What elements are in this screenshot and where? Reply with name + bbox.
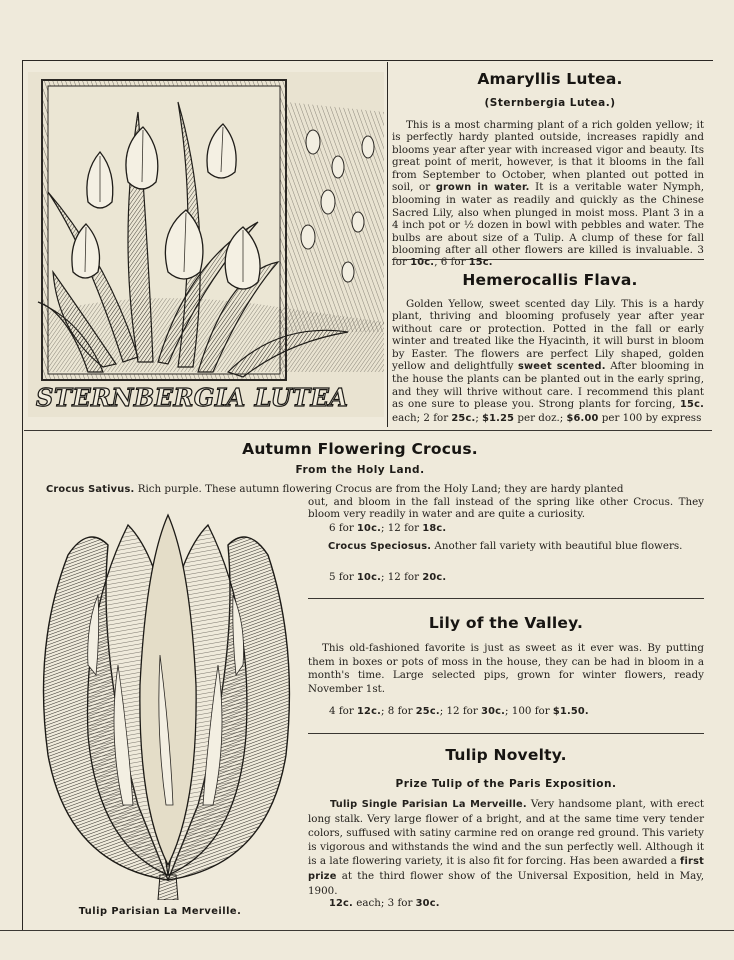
hemerocallis-price-4: $6.00 xyxy=(566,412,599,424)
crocus-sativus-continued: out, and bloom in the fall instead of the spring like other Crocus. They bloom very readily in water and are quite a curiosity. xyxy=(308,496,704,521)
tulip-price-mid: each; 3 for xyxy=(352,897,416,909)
lily-price-t3: ; 100 for xyxy=(505,705,553,717)
hemerocallis-description xyxy=(392,298,704,425)
tulip-subtitle: Prize Tulip of the Paris Exposition. xyxy=(395,778,617,790)
lily-price-t2: ; 12 for xyxy=(439,705,482,717)
crocus-speciosus-name: Crocus Speciosus. xyxy=(328,541,432,552)
crocus-speciosus-price-2: 20c. xyxy=(422,572,447,583)
hemerocallis-price-t2: ; xyxy=(475,411,483,424)
tulip-illustration xyxy=(28,505,300,900)
bottom-rule xyxy=(0,930,734,931)
crocus-sativus-price-2: 18c. xyxy=(422,523,447,534)
crocus-sativus-name: Crocus Sativus. xyxy=(46,484,135,495)
hemerocallis-price-1: 15c. xyxy=(680,399,704,411)
crocus-speciosus-price xyxy=(329,571,446,583)
sternbergia-engraving xyxy=(28,72,384,417)
crocus-subtitle: From the Holy Land. xyxy=(295,464,425,476)
hemerocallis-price-3: $1.25 xyxy=(482,412,515,424)
crocus-speciosus-line xyxy=(308,540,704,553)
crocus-speciosus-text: Another fall variety with beautiful blue flowers. xyxy=(431,540,683,552)
crocus-sativus-text: Rich purple. These autumn flowering Crocus are from the Holy Land; they are hardy planted xyxy=(137,483,624,495)
lily-price-3: 30c. xyxy=(481,706,506,717)
hemerocallis-text-bold: sweet scented. xyxy=(518,361,606,373)
amaryllis-text-1: This is a most charming plant of a rich golden yellow; it is perfectly hardy planted outside, increases rapidly and blooms year after year with increased vigor and beauty. Its great point of merit, however, is that it blooms in the fall from September to October, when planted out potted in soil, or xyxy=(392,119,704,194)
lily-price-4: $1.50. xyxy=(552,706,589,717)
hemerocallis-price-t3: per doz.; xyxy=(514,411,567,424)
tulip-price-1: 12c. xyxy=(329,898,353,909)
crocus-title: Autumn Flowering Crocus. xyxy=(242,440,478,458)
tulip-caption: Tulip Parisian La Merveille. xyxy=(78,906,242,917)
amaryllis-price-2: 15c. xyxy=(468,257,493,269)
crocus-sativus-price-1: 10c. xyxy=(357,523,381,534)
lily-price-pre: 4 for xyxy=(329,705,358,717)
divider-1 xyxy=(392,259,704,260)
hemerocallis-text-1: Golden Yellow, sweet scented day Lily. This is a hardy plant, thriving and blooming profusely year after year without care or protection. Potted in the fall or early winter and treated like the Hyacinth, it will burst in bloom by Easter. The flowers are perfect Lily shaped, golden yellow and delightfully xyxy=(392,298,704,373)
sternbergia-illustration xyxy=(28,72,384,417)
crocus-speciosus-price-1: 10c. xyxy=(357,572,381,583)
amaryllis-price-1: 10c. xyxy=(410,257,435,269)
crocus-sativus-price xyxy=(329,522,446,534)
lily-price-2: 25c. xyxy=(415,706,440,717)
crocus-sativus-price-pre: 6 for xyxy=(329,522,358,534)
lily-title: Lily of the Valley. xyxy=(428,614,584,632)
divider-2 xyxy=(24,430,712,431)
sternbergia-label: STERNBERGIA LUTEA xyxy=(36,383,349,412)
crocus-speciosus-price-pre: 5 for xyxy=(329,571,358,583)
tulip-price-2: 30c. xyxy=(415,898,440,909)
tulip-description xyxy=(308,797,704,898)
hemerocallis-title: Hemerocallis Flava. xyxy=(462,271,638,289)
crocus-sativus-price-mid: ; 12 for xyxy=(381,522,423,534)
divider-4 xyxy=(308,733,704,734)
tulip-text-2: at the third flower show of the Universal Exposition, held in May, 1900. xyxy=(308,870,704,897)
tulip-variety-name: Tulip Single Parisian La Merveille. xyxy=(330,799,527,810)
tulip-price xyxy=(329,897,440,909)
hemerocallis-price-t1: each; 2 for xyxy=(392,411,452,424)
amaryllis-description xyxy=(392,119,704,270)
amaryllis-text-bold: grown in water. xyxy=(435,182,530,194)
tulip-engraving xyxy=(28,505,300,900)
tulip-text-1: Very handsome plant, with erect long stalk. Very large flower of a bright, and at the same time very tender colors, suffused with satiny carmine red on orange red ground. This variety is vigorous and withstands the wind and the sun perfectly well. Although it is a late flowering variety, it is also fit for forcing. Has been awarded a xyxy=(308,798,704,867)
hemerocallis-price-t4: per 100 by express xyxy=(598,411,702,424)
divider-3 xyxy=(308,598,704,599)
tulip-title: Tulip Novelty. xyxy=(445,746,567,764)
lily-description: This old-fashioned favorite is just as sweet as it ever was. By putting them in boxes or pots of moss in the house, they can be had in bloom in a month's time. Large selected pips, grown for winter flowers, ready November 1st. xyxy=(308,642,704,695)
hemerocallis-price-2: 25c. xyxy=(451,412,476,424)
tulip-text-bold: first prize xyxy=(308,856,704,882)
lily-price xyxy=(329,705,589,717)
crocus-sativus-line xyxy=(46,483,706,496)
amaryllis-title: Amaryllis Lutea. xyxy=(477,70,623,88)
amaryllis-text-2: It is a veritable water Nymph, blooming in water as readily and quickly as the Chinese Sacred Lily, also when plunged in moist moss. Plant 3 in a 4 inch pot or ½ dozen in bowl with pebbles and water. The bulbs are about size of a Tulip. A clump of these for fall blooming after all other flowers are killed is invaluable. 3 for xyxy=(392,181,704,269)
column-divider xyxy=(387,62,388,427)
crocus-speciosus-price-mid: ; 12 for xyxy=(381,571,423,583)
amaryllis-price-sep: , 6 for xyxy=(434,256,469,269)
lily-price-t1: ; 8 for xyxy=(381,705,416,717)
amaryllis-subtitle: (Sternbergia Lutea.) xyxy=(484,97,616,109)
lily-price-1: 12c. xyxy=(357,706,381,717)
hemerocallis-text-2: After blooming in the house the plants can be planted out in the early spring, and they will thrive without care. I recommend this plant as one sure to please you. Strong plants for forcing, xyxy=(392,360,705,411)
